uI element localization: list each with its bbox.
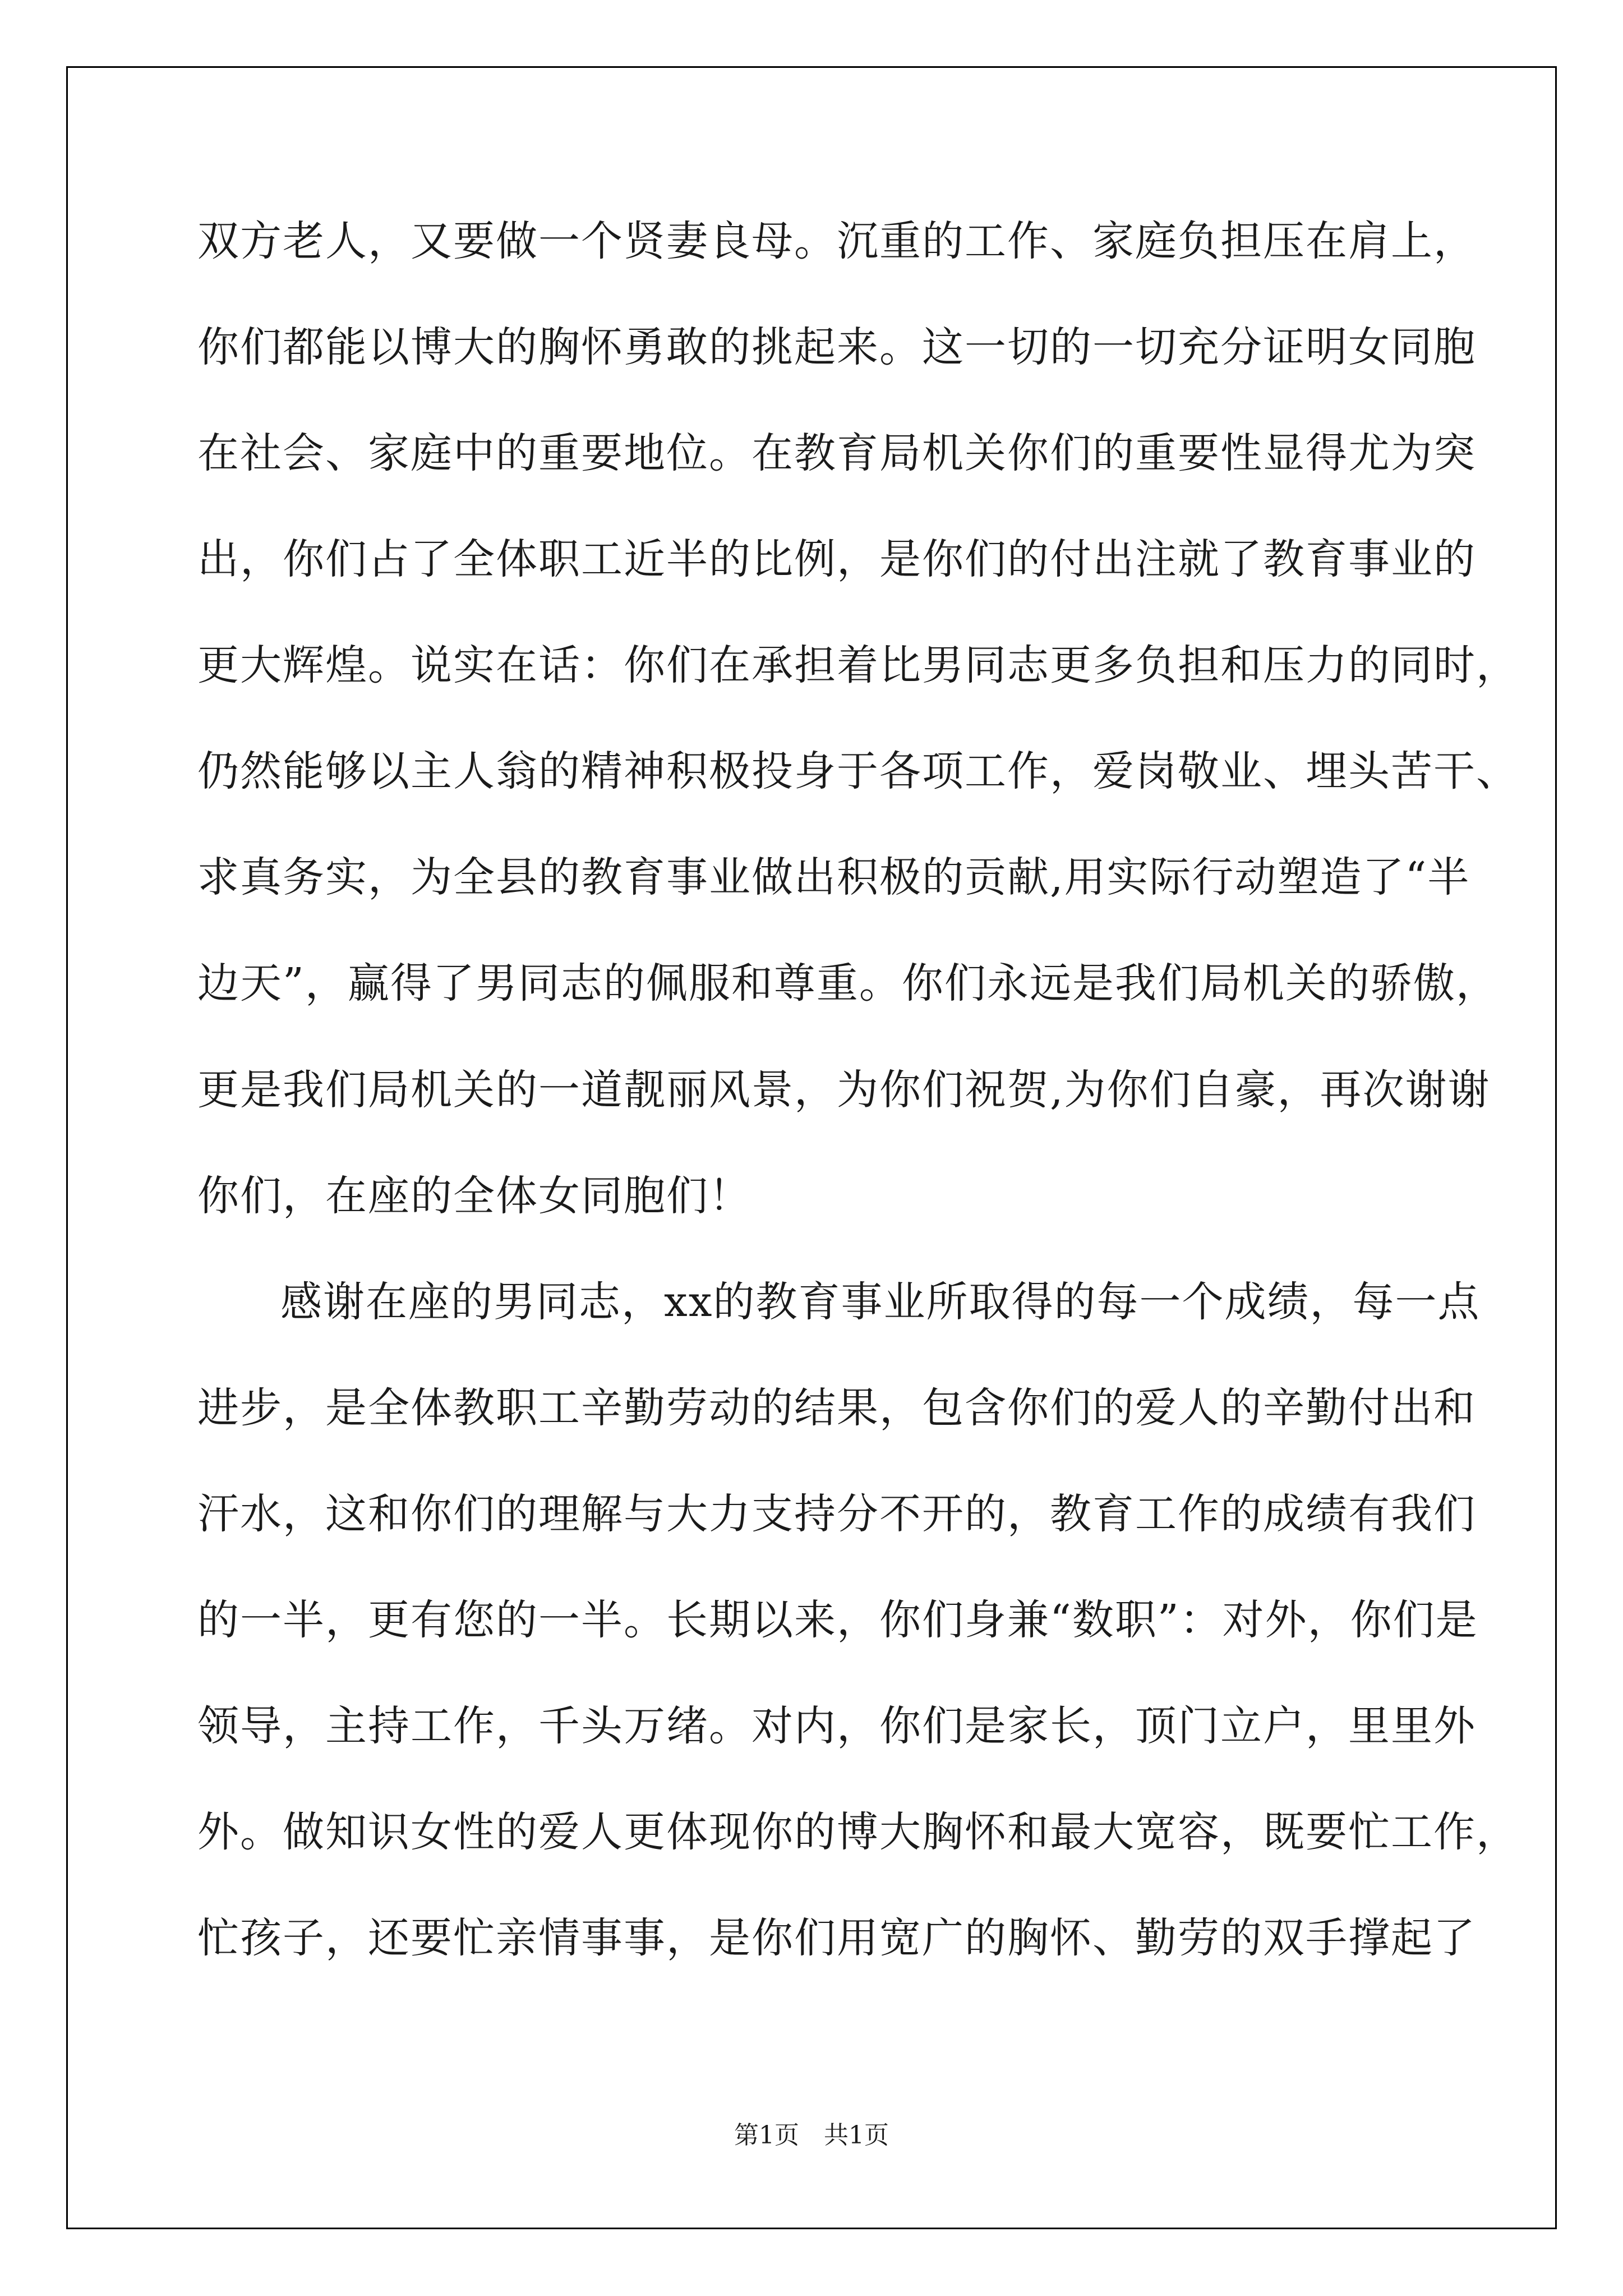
- text-line-16: 外。做知识女性的爱人更体现你的博大胸怀和最大宽容，既要忙工作，: [197, 1808, 1519, 1856]
- text-line-10: 你们，在座的全体女同胞们！: [197, 1172, 751, 1220]
- text-line-6: 仍然能够以主人翁的精神积极投身于各项工作，爱岗敬业、埋头苦干、: [197, 747, 1519, 795]
- text-line-1: 双方老人，又要做一个贤妻良母。沉重的工作、家庭负担压在肩上，: [197, 217, 1476, 265]
- text-line-9: 更是我们局机关的一道靓丽风景，为你们祝贺,为你们自豪，再次谢谢: [197, 1066, 1491, 1114]
- text-line-13: 汗水，这和你们的理解与大力支持分不开的，教育工作的成绩有我们: [197, 1490, 1476, 1538]
- text-line-15: 领导，主持工作，千头万绪。对内，你们是家长，顶门立户，里里外: [197, 1702, 1476, 1750]
- text-line-12: 进步，是全体教职工辛勤劳动的结果，包含你们的爱人的辛勤付出和: [197, 1384, 1476, 1432]
- text-line-5: 更大辉煌。说实在话：你们在承担着比男同志更多负担和压力的同时，: [197, 641, 1519, 689]
- text-line-3: 在社会、家庭中的重要地位。在教育局机关你们的重要性显得尤为突: [197, 429, 1476, 477]
- text-line-17: 忙孩子，还要忙亲情事事，是你们用宽广的胸怀、勤劳的双手撑起了: [197, 1914, 1476, 1962]
- text-line-11: 感谢在座的男同志，xx的教育事业所取得的每一个成绩，每一点: [280, 1278, 1481, 1326]
- text-line-14: 的一半，更有您的一半。长期以来，你们身兼“数职”：对外，你们是: [197, 1596, 1478, 1644]
- text-line-7: 求真务实，为全县的教育事业做出积极的贡献,用实际行动塑造了“半: [197, 853, 1470, 901]
- text-line-8: 边天”，赢得了男同志的佩服和尊重。你们永远是我们局机关的骄傲，: [197, 959, 1498, 1007]
- text-line-2: 你们都能以博大的胸怀勇敢的挑起来。这一切的一切充分证明女同胞: [197, 323, 1476, 371]
- page-number: 第1页 共1页: [734, 2121, 889, 2150]
- text-line-4: 出，你们占了全体职工近半的比例，是你们的付出注就了教育事业的: [197, 535, 1476, 583]
